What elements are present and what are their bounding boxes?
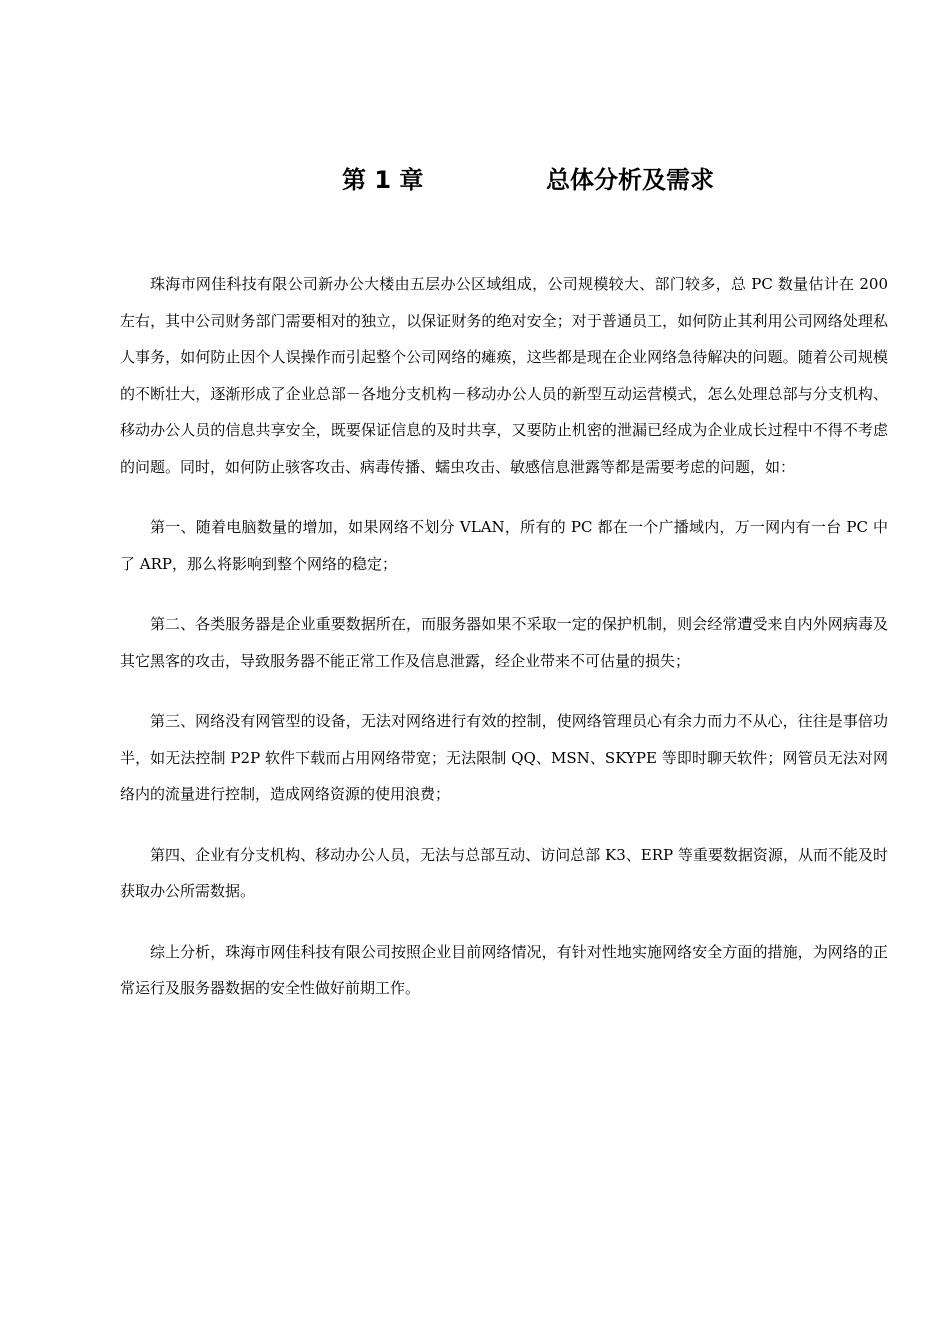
chapter-number: 第 1 章 bbox=[342, 166, 424, 194]
intro-paragraph: 珠海市网佳科技有限公司新办公大楼由五层办公区域组成，公司规模较大、部门较多，总 PC 数量估计在 200 左右，其中公司财务部门需要相对的独立，以保证财务的绝对安全；对于普通员工，如何防止其利用公司网络处理私人事务，如何防止因个人误操作而引起整个公司网络的瘫痪，这些都是现在企业网络急待解决的问题。随着公司规模的不断壮大，逐渐形成了企业总部－各地分支机构－移动办公人员的新型互动运营模式，怎么处理总部与分支机构、移动办公人员的信息共享安全，既要保证信息的及时共享，又要防止机密的泄漏已经成为企业成长过程中不得不考虑的问题。同时，如何防止骇客攻击、病毒传播、蠕虫攻击、敏感信息泄露等都是需要考虑的问题，如： bbox=[120, 275, 888, 476]
summary-paragraph: 综上分析，珠海市网佳科技有限公司按照企业目前网络情况，有针对性地实施网络安全方面的措施，为网络的正常运行及服务器数据的安全性做好前期工作。 bbox=[120, 942, 888, 997]
point-four-paragraph: 第四、企业有分支机构、移动办公人员，无法与总部互动、访问总部 K3、ERP 等重要数据资源，从而不能及时获取办公所需数据。 bbox=[120, 845, 888, 900]
chapter-heading bbox=[0, 160, 950, 200]
point-two-paragraph: 第二、各类服务器是企业重要数据所在，而服务器如果不采取一定的保护机制，则会经常遭受来自内外网病毒及其它黑客的攻击，导致服务器不能正常工作及信息泄露，经企业带来不可估量的损失； bbox=[120, 615, 888, 670]
point-one-paragraph: 第一、随着电脑数量的增加，如果网络不划分 VLAN，所有的 PC 都在一个广播域内，万一网内有一台 PC 中了 ARP，那么将影响到整个网络的稳定； bbox=[120, 518, 888, 573]
body-text bbox=[120, 266, 888, 1007]
chapter-title: 总体分析及需求 bbox=[546, 166, 714, 194]
point-three-paragraph: 第三、网络没有网管型的设备，无法对网络进行有效的控制，使网络管理员心有余力而力不从心，往往是事倍功半，如无法控制 P2P 软件下载而占用网络带宽；无法限制 QQ、MSN、SKYPE 等即时聊天软件；网管员无法对网络内的流量进行控制，造成网络资源的使用浪费； bbox=[120, 712, 888, 803]
